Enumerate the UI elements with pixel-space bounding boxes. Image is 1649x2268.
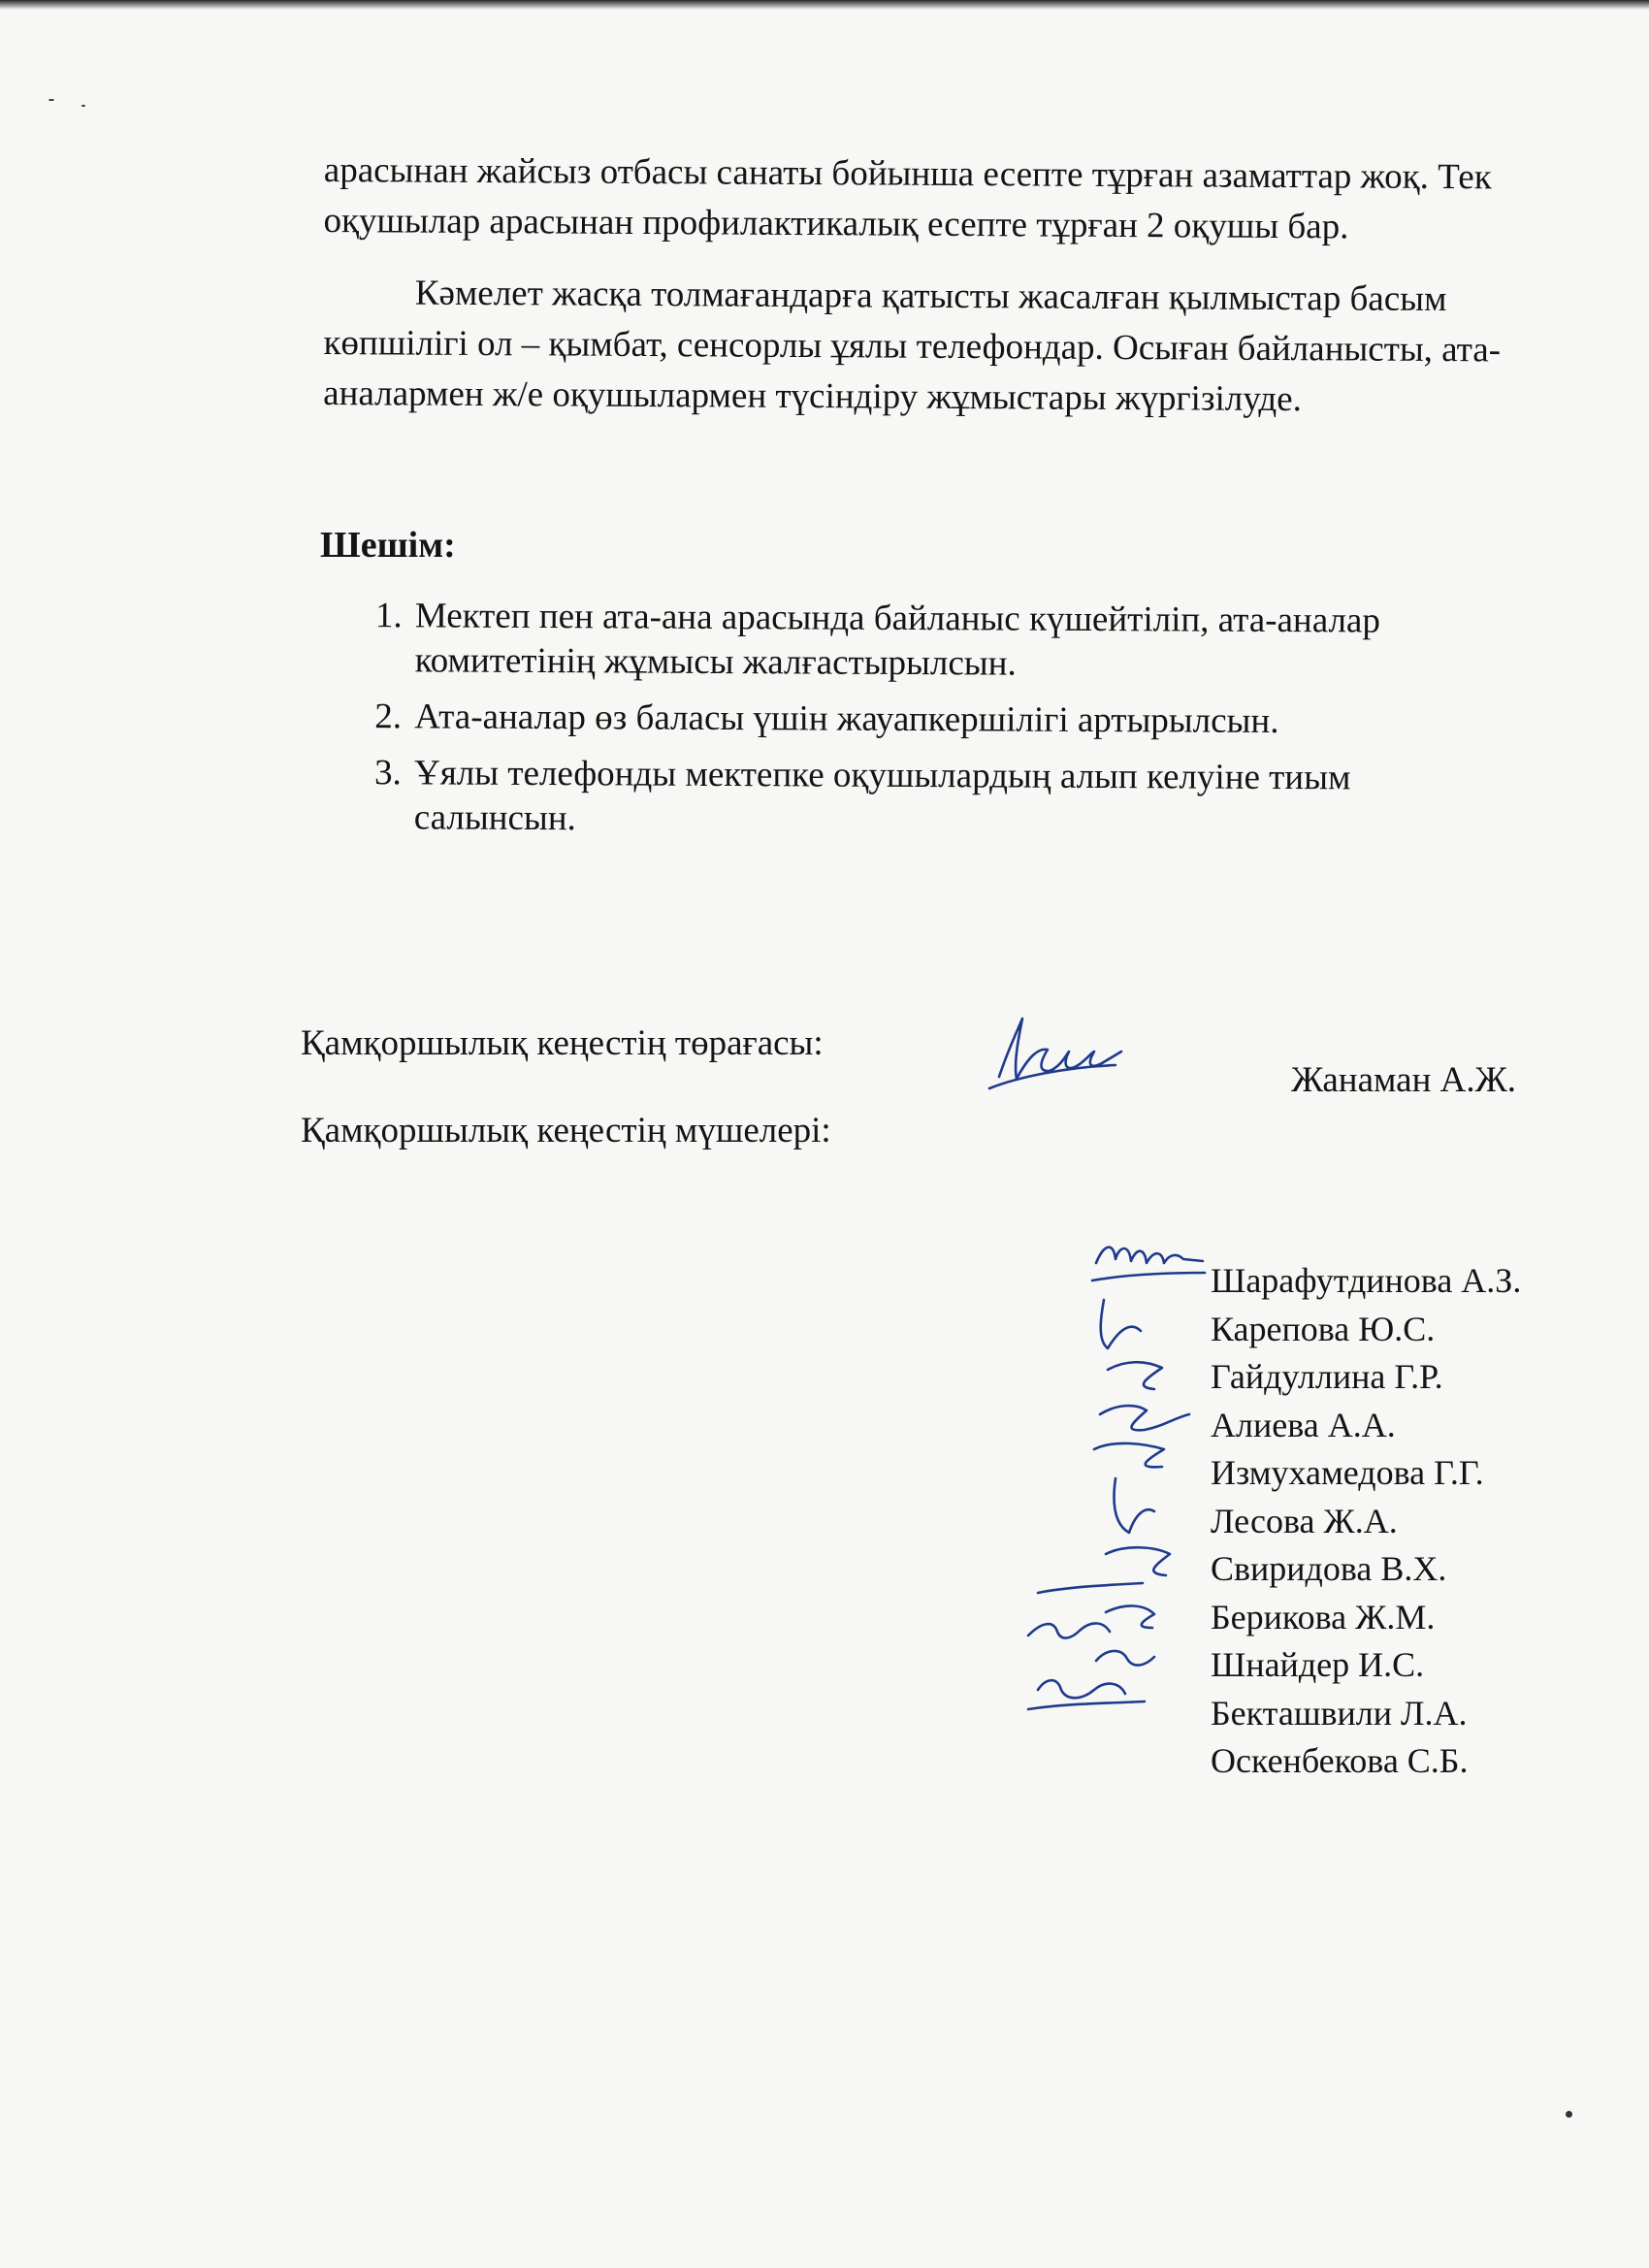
member-name: Лесова Ж.А. <box>1211 1501 1398 1540</box>
chair-signature <box>980 1009 1125 1096</box>
members-label: Қамқоршылық кеңестің мүшелері: <box>301 1111 831 1150</box>
scan-edge-shadow <box>0 0 1649 10</box>
member-name: Свиридова В.Х. <box>1211 1549 1447 1588</box>
member-name: Алиева А.А. <box>1211 1405 1396 1444</box>
body-paragraph: арасынан жайсыз отбасы санаты бойынша есепте тұрған азаматтар жоқ. Тек оқушылар арасынан профилактикалық есепте тұрған 2 оқушы бар. <box>323 149 1492 247</box>
chair-label: Қамқоршылық кеңестің төрағасы: <box>301 1023 824 1063</box>
decision-item: 3. Ұялы телефонды мектепке оқушылардың алып келуіне тиым салынсын. <box>410 751 1487 846</box>
scan-speck <box>1566 2111 1572 2118</box>
member-name: Шнайдер И.С. <box>1211 1645 1425 1684</box>
member-name: Шарафутдинова А.З. <box>1211 1261 1522 1300</box>
member-name: Измухамедова Г.Г. <box>1211 1453 1484 1492</box>
members-list <box>1211 1257 1521 1786</box>
scan-speck <box>81 105 85 107</box>
member-name: Карепова Ю.С. <box>1211 1309 1436 1348</box>
member-name: Оскенбекова С.Б. <box>1211 1741 1469 1780</box>
member-name: Гайдуллина Г.Р. <box>1211 1357 1443 1396</box>
body-paragraph: Кәмелет жасқа толмағандарға қатысты жасалған қылмыстар басым көпшілігі ол – қымбат, сенсорлы ұялы телефондар. Осыған байланысты, ата-аналармен ж/е оқушылармен түсіндіру жұмыстары жүргізілуде. <box>323 273 1502 420</box>
decision-item: 1. Мектеп пен ата-ана арасында байланыс күшейтіліп, ата-аналар комитетінің жұмысы жалғастырылсын. <box>411 594 1488 689</box>
scan-speck <box>48 99 54 101</box>
members-signatures <box>999 1224 1222 1729</box>
decision-item: 2. Ата-аналар өз баласы үшін жауапкершілігі артырылсын. <box>410 695 1487 745</box>
decision-list <box>348 594 1488 858</box>
member-name: Берикова Ж.М. <box>1211 1597 1436 1636</box>
chair-name: Жанаман А.Ж. <box>1291 1060 1516 1100</box>
decision-heading: Шешім: <box>320 525 456 566</box>
member-name: Бекташвили Л.А. <box>1211 1693 1468 1733</box>
